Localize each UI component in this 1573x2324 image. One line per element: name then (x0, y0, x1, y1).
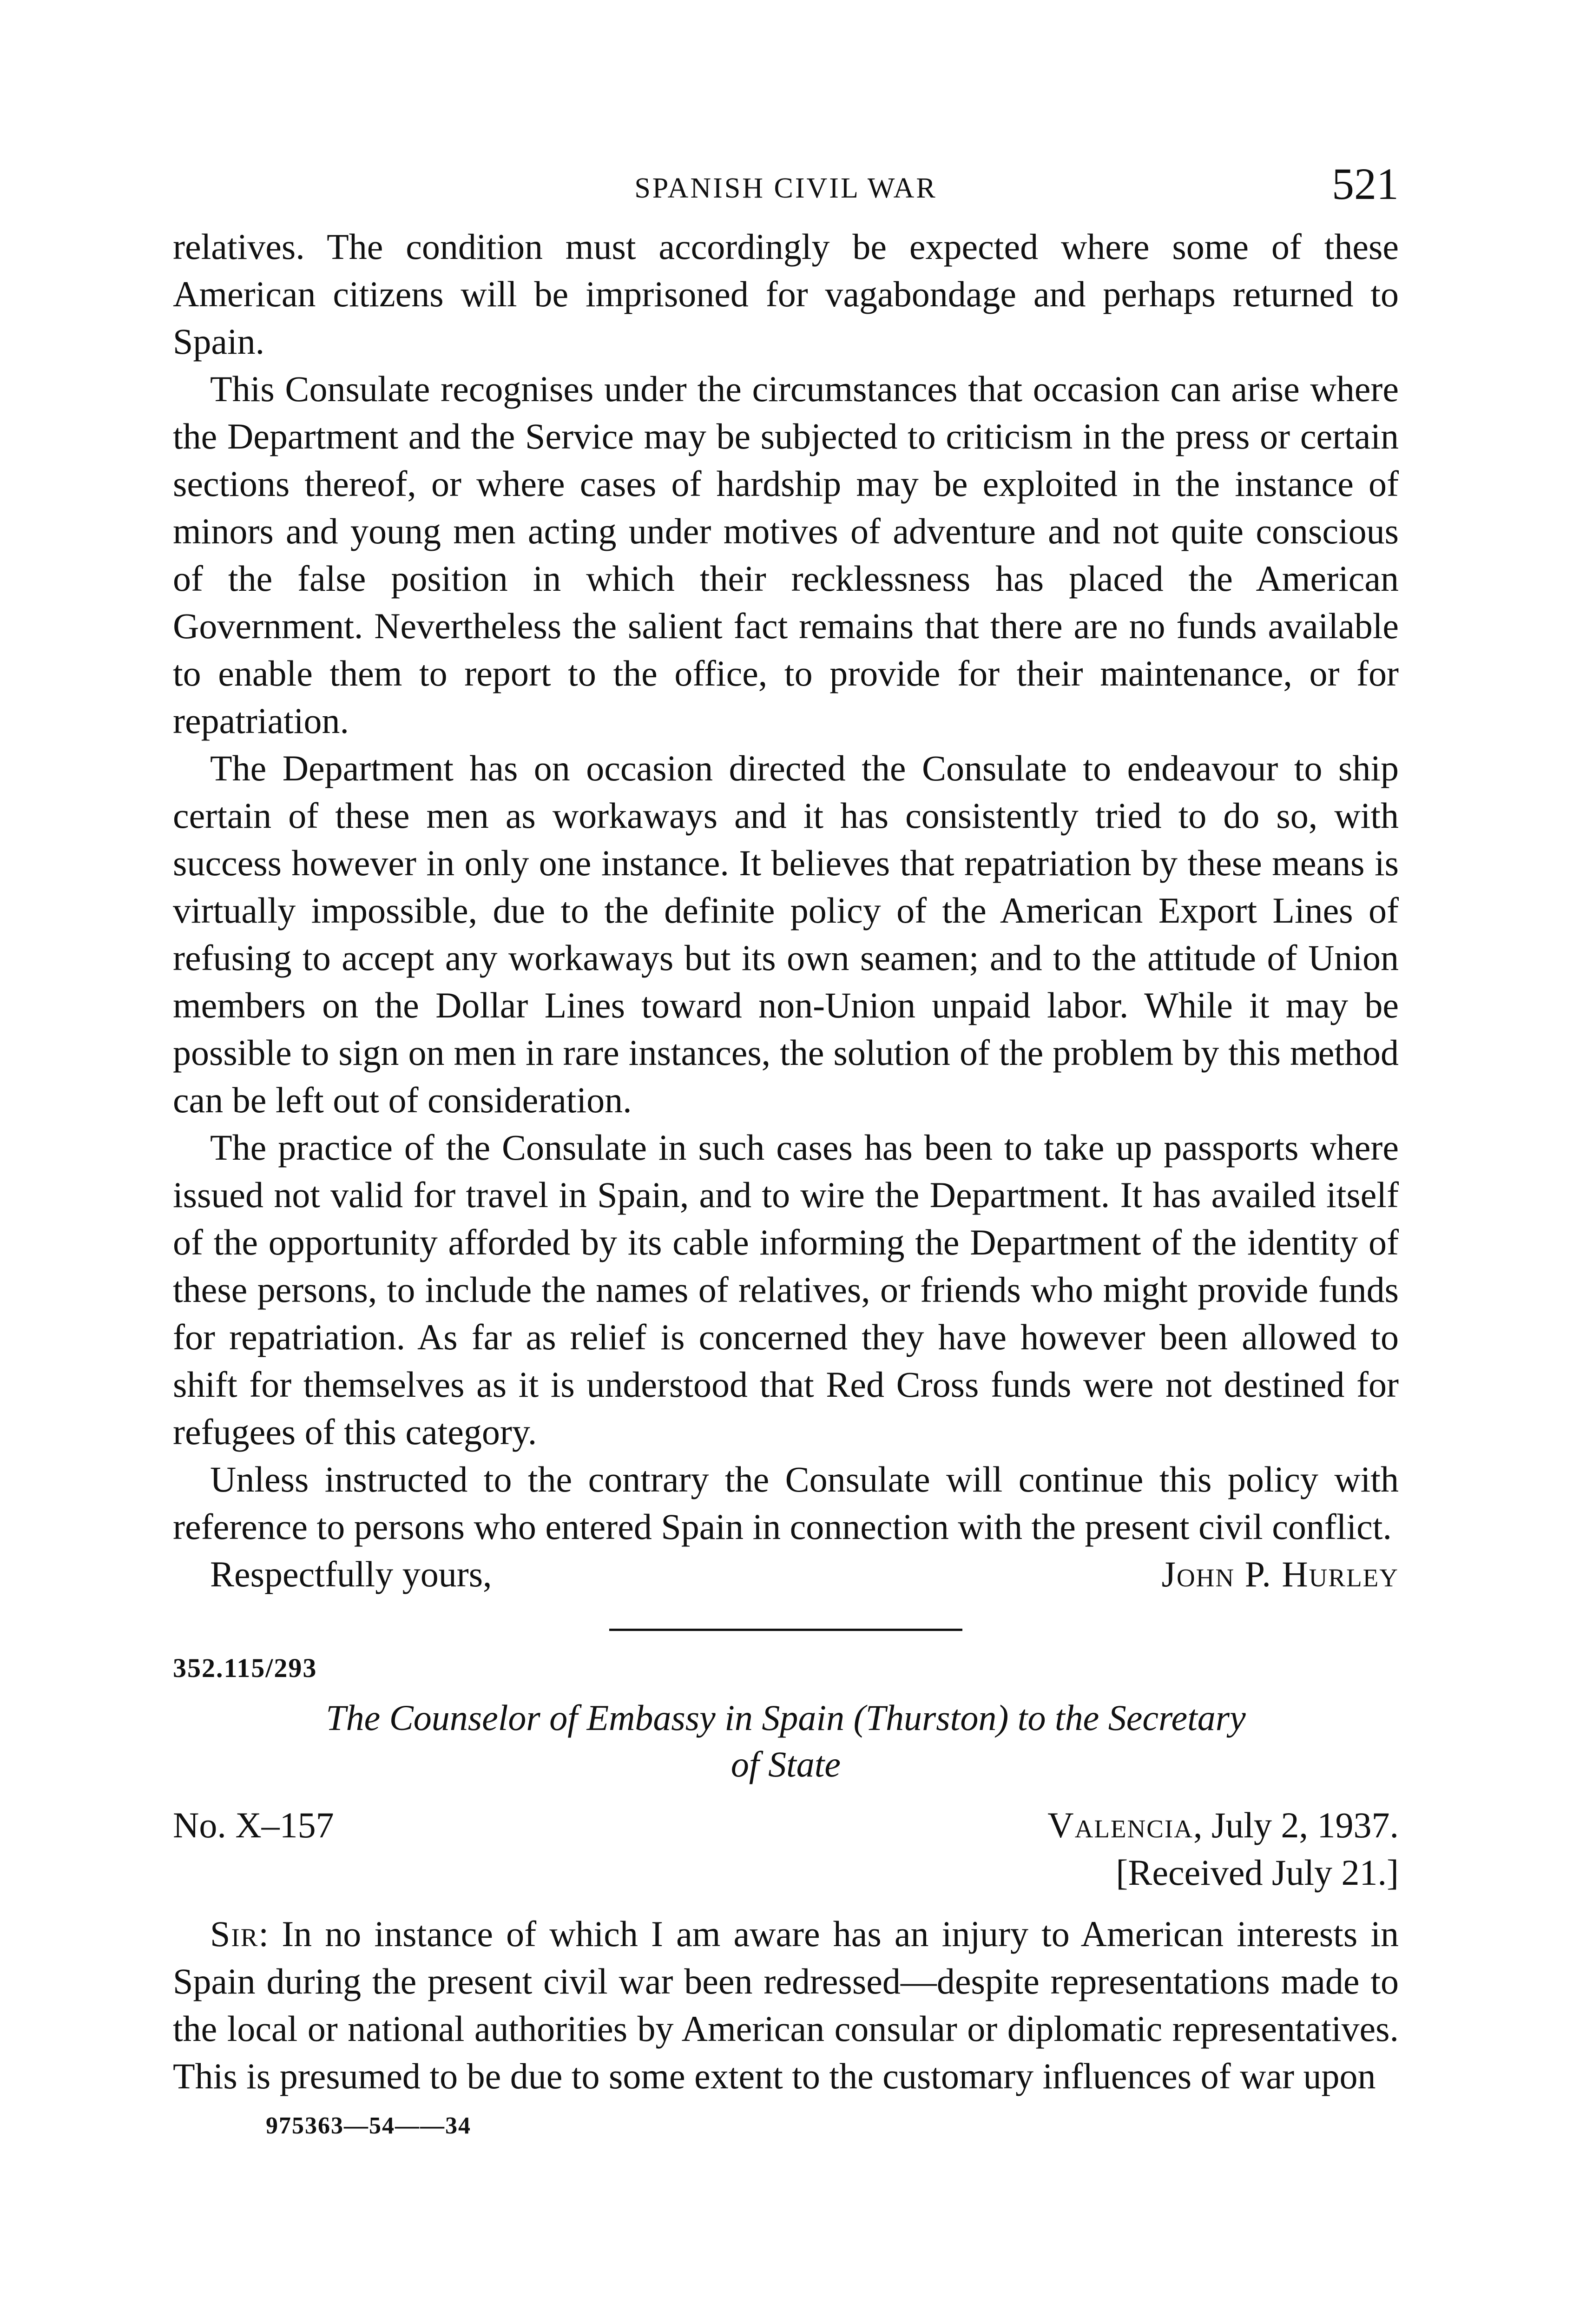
paragraph-continued: relatives. The condition must accordingly be expected where some of these American citizens will be imprisoned for vagabondage and perhaps returned to Spain. (173, 226, 1399, 362)
dateline (1047, 1802, 1399, 1849)
salutation: Sir (210, 1914, 259, 1954)
running-head (173, 158, 1399, 214)
running-title: SPANISH CIVIL WAR (634, 172, 937, 204)
closing-row (173, 1551, 1399, 1598)
signature-name: John P. Hurley (1161, 1554, 1399, 1594)
paragraph: The Department has on occasion directed the Consulate to endeavour to ship certain of these men as workaways and it has consistently tried to do so, with success however in only one instance. It believes that repatriation by these means is virtually impossible, due to the definite policy of the American Export Lines of refusing to accept any workaways but its own seamen; and to the attitude of Union members on the Dollar Lines toward non-Union unpaid labor. While it may be possible to sign on men in rare instances, the solution of the problem by this method can be left out of consideration. (173, 748, 1399, 1120)
file-number: 352.115/293 (173, 1653, 317, 1683)
dateline-row (173, 1802, 1399, 1849)
section-divider (609, 1629, 962, 1631)
complimentary-close: Respectfully yours, (210, 1554, 492, 1594)
document-number: No. X–157 (173, 1805, 334, 1845)
dateline-date: , July 2, 1937. (1193, 1805, 1399, 1845)
document-page (173, 158, 1399, 2139)
letter-body-text: : In no instance of which I am aware has an injury to American interests in Spain during the present civil war been redressed—despite representations made to the local or national authorities by American consular or diplomatic representatives. This is presumed to be due to some extent to the customary influences of war upon (173, 1914, 1399, 2096)
letter-body (173, 1910, 1399, 2100)
received-date: [Received July 21.] (1116, 1852, 1399, 1893)
paragraph: Unless instructed to the contrary the Consulate will continue this policy with reference to persons who entered Spain in connection with the present civil conflict. (173, 1459, 1399, 1547)
page-number: 521 (1332, 159, 1399, 209)
paragraph: The practice of the Consulate in such cases has been to take up passports where issued not valid for travel in Spain, and to wire the Department. It has availed itself of the opportunity afforded by its cable informing the Department of the identity of these persons, to include the names of relatives, or friends who might provide funds for repatriation. As far as relief is concerned they have however been allowed to shift for themselves as it is understood that Red Cross funds were not destined for refugees of this category. (173, 1127, 1399, 1452)
dateline-place: Valencia (1047, 1805, 1193, 1845)
paragraph: This Consulate recognises under the circumstances that occasion can arise where the Department and the Service may be subjected to criticism in the press or certain sections thereof, or where cases of hardship may be exploited in the instance of minors and young men acting under motives of adventure and not quite conscious of the false position in which their recklessness has placed the American Government. Nevertheless the salient fact remains that there are no funds available to enable them to report to the office, to provide for their maintenance, or for repatriation. (173, 369, 1399, 741)
document-heading (173, 1695, 1399, 1788)
print-code: 975363—54——34 (266, 2113, 471, 2139)
document-heading-line: of State (731, 1744, 841, 1784)
document-heading-line: The Counselor of Embassy in Spain (Thurston) to the Secretary (326, 1697, 1246, 1738)
